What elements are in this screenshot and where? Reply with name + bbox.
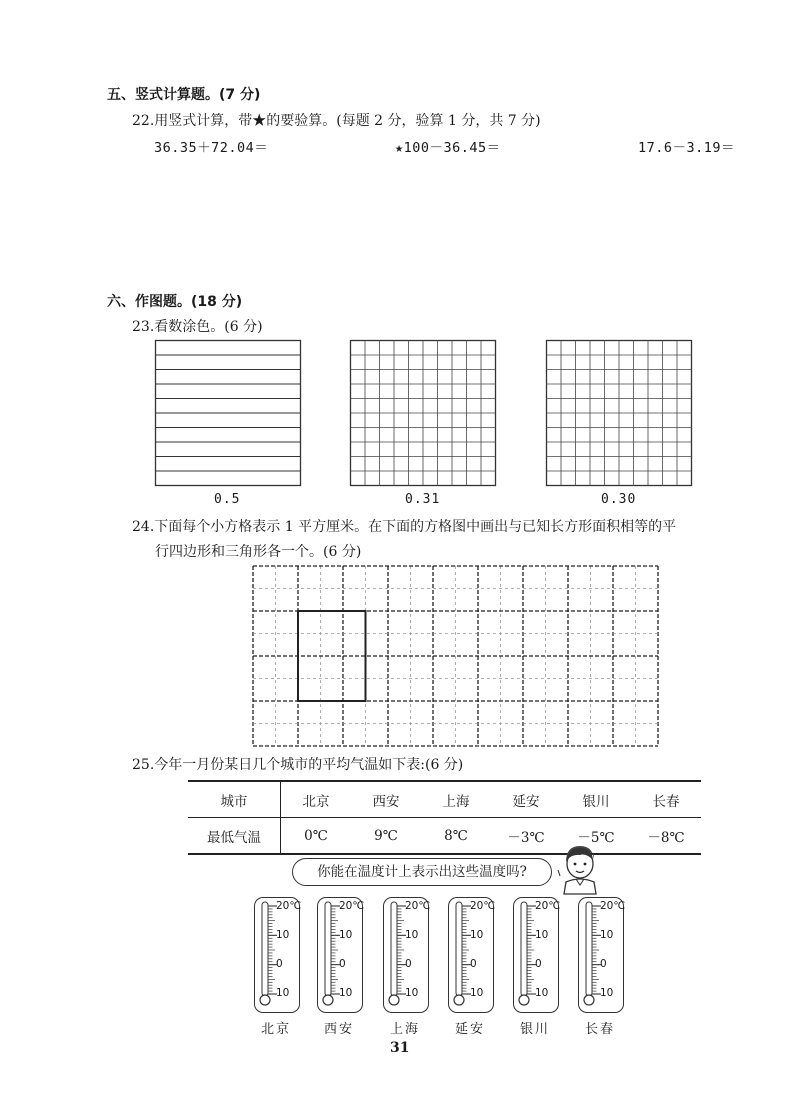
city-label-shanghai: 上海	[389, 1022, 420, 1037]
thermometer-yinchuan[interactable]	[513, 897, 559, 1013]
city-label-yanan: 延安	[454, 1022, 485, 1037]
table-header-cell: 上海	[421, 781, 491, 818]
thermo-label-minus-10: 10	[405, 987, 419, 999]
thermo-label-10: 10	[535, 929, 549, 941]
thermo-label-0: 0	[600, 958, 607, 970]
thermometer-bulb	[519, 995, 529, 1005]
expression-3: 17.6－3.19＝	[638, 140, 736, 156]
question-24-line-1: 24.下面每个小方格表示 1 平方厘米。在下面的方格图中画出与已知长方形面积相等的平	[132, 519, 677, 535]
question-23: 23.看数涂色。(6 分)	[132, 319, 263, 335]
thermometer-bulb	[454, 995, 464, 1005]
temperature-table	[188, 780, 701, 855]
city-label-xian: 西安	[323, 1022, 354, 1037]
grid-label-3: 0.30	[601, 492, 637, 507]
table-cell: －3℃	[491, 818, 561, 855]
city-label-beijing: 北京	[260, 1022, 291, 1037]
grid-label-2: 0.31	[405, 492, 441, 507]
city-label-changchun: 长春	[584, 1022, 615, 1037]
thermo-label-minus-10: 10	[276, 987, 290, 999]
thermo-label-0: 0	[276, 958, 283, 970]
thermo-label-10: 10	[339, 929, 353, 941]
hundred-grid-1[interactable]	[350, 340, 496, 486]
thermometer-tube	[521, 902, 527, 996]
drawing-grid[interactable]	[253, 566, 658, 746]
section-5-title: 五、竖式计算题。(7 分)	[107, 87, 261, 103]
thermo-label-0: 0	[339, 958, 346, 970]
table-cell: 最低气温	[188, 818, 281, 855]
boy-illustration-icon	[556, 842, 604, 894]
thermometer-yanan[interactable]	[448, 897, 494, 1013]
thermo-label-20: 20℃	[339, 900, 365, 912]
thermo-label-minus-10: 10	[470, 987, 484, 999]
speech-bubble: 你能在温度计上表示出这些温度吗?	[292, 858, 552, 886]
thermo-label-20: 20℃	[405, 900, 431, 912]
thermometer-tube	[262, 902, 268, 996]
thermometer-shanghai[interactable]	[383, 897, 429, 1013]
thermometer-changchun[interactable]	[578, 897, 624, 1013]
thermo-label-20: 20℃	[535, 900, 561, 912]
expression-1: 36.35＋72.04＝	[154, 140, 269, 156]
thermometer-bulb	[389, 995, 399, 1005]
thermometer-tube	[456, 902, 462, 996]
thermo-label-0: 0	[470, 958, 477, 970]
thermo-label-20: 20℃	[276, 900, 302, 912]
thermometer-xian[interactable]	[317, 897, 363, 1013]
table-cell: 0℃	[281, 818, 352, 855]
table-header-cell: 长春	[631, 781, 701, 818]
section-6-title: 六、作图题。(18 分)	[107, 294, 243, 310]
city-label-yinchuan: 银川	[519, 1022, 550, 1037]
table-cell: －8℃	[631, 818, 701, 855]
page-number: 31	[390, 1040, 410, 1056]
thermo-label-10: 10	[276, 929, 290, 941]
table-header-cell: 延安	[491, 781, 561, 818]
table-header-cell: 西安	[351, 781, 421, 818]
thermo-label-20: 20℃	[600, 900, 626, 912]
thermometer-beijing[interactable]	[254, 897, 300, 1013]
thermo-label-10: 10	[600, 929, 614, 941]
thermo-label-minus-10: 10	[339, 987, 353, 999]
thermo-label-10: 10	[405, 929, 419, 941]
thermo-label-0: 0	[535, 958, 542, 970]
thermometer-tube	[586, 902, 592, 996]
thermo-label-minus-10: 10	[535, 987, 549, 999]
table-header-row	[188, 781, 701, 818]
question-24-line-2: 行四边形和三角形各一个。(6 分)	[155, 544, 362, 560]
hundred-grid-2[interactable]	[546, 340, 692, 486]
question-25: 25.今年一月份某日几个城市的平均气温如下表:(6 分)	[132, 757, 464, 773]
thermo-label-20: 20℃	[470, 900, 496, 912]
stripe-grid[interactable]	[155, 340, 301, 486]
table-header-cell: 城市	[188, 781, 281, 818]
thermometer-bulb	[260, 995, 270, 1005]
table-header-cell: 银川	[561, 781, 631, 818]
thermometer-bulb	[584, 995, 594, 1005]
thermometer-bulb	[323, 995, 333, 1005]
thermo-label-10: 10	[470, 929, 484, 941]
table-row	[188, 818, 701, 855]
table-header-cell: 北京	[281, 781, 352, 818]
question-22: 22.用竖式计算，带★的要验算。(每题 2 分，验算 1 分，共 7 分)	[132, 113, 541, 129]
table-cell: 9℃	[351, 818, 421, 855]
thermometer-tube	[325, 902, 331, 996]
expression-2: ★100－36.45＝	[395, 140, 501, 156]
thermo-label-minus-10: 10	[600, 987, 614, 999]
thermo-label-0: 0	[405, 958, 412, 970]
grid-label-1: 0.5	[214, 492, 241, 507]
table-cell: 8℃	[421, 818, 491, 855]
table-cell: －5℃	[561, 818, 631, 855]
thermometer-tube	[391, 902, 397, 996]
